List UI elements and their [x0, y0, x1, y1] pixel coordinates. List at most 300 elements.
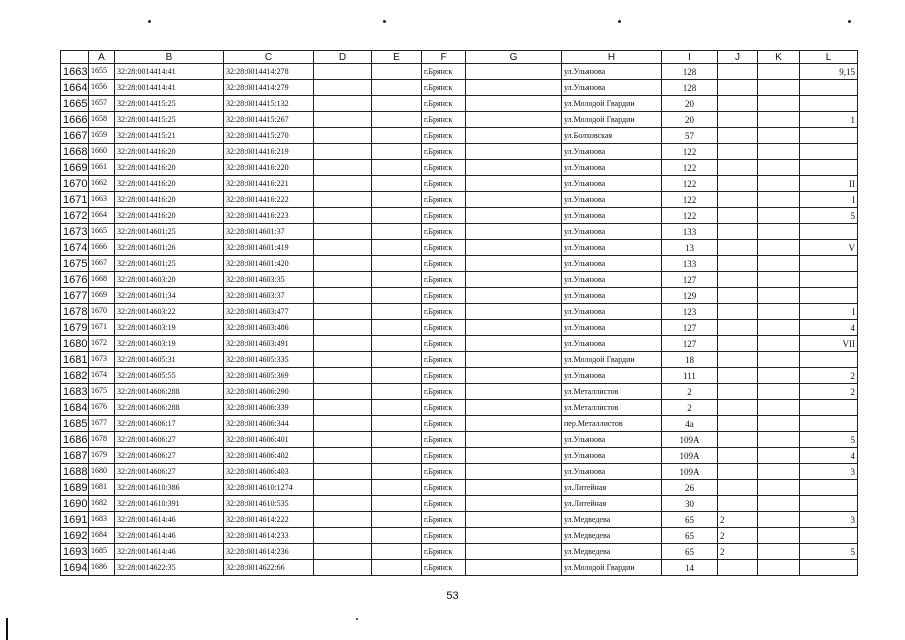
cell-g[interactable]	[466, 512, 562, 528]
cell-i-house[interactable]: 123	[662, 304, 718, 320]
cell-e[interactable]	[372, 480, 422, 496]
cell-h-street[interactable]: ул.Ульянова	[562, 64, 662, 80]
cell-d[interactable]	[314, 544, 372, 560]
cell-f-city[interactable]: г.Брянск	[422, 80, 466, 96]
cell-l-apartment[interactable]	[800, 144, 858, 160]
row-number-cell[interactable]: 1681	[61, 352, 89, 368]
cell-j[interactable]	[718, 64, 758, 80]
cell-j[interactable]	[718, 288, 758, 304]
cell-a[interactable]: 1675	[89, 384, 115, 400]
cell-d[interactable]	[314, 352, 372, 368]
cell-d[interactable]	[314, 384, 372, 400]
row-number-cell[interactable]: 1685	[61, 416, 89, 432]
cell-k[interactable]	[758, 272, 800, 288]
cell-f-city[interactable]: г.Брянск	[422, 512, 466, 528]
cell-j[interactable]	[718, 496, 758, 512]
cell-f-city[interactable]: г.Брянск	[422, 560, 466, 576]
cell-d[interactable]	[314, 272, 372, 288]
cell-g[interactable]	[466, 224, 562, 240]
cell-e[interactable]	[372, 416, 422, 432]
cell-e[interactable]	[372, 528, 422, 544]
cell-k[interactable]	[758, 560, 800, 576]
cell-j[interactable]	[718, 96, 758, 112]
cell-i-house[interactable]: 122	[662, 144, 718, 160]
cell-d[interactable]	[314, 160, 372, 176]
column-header-i[interactable]: I	[662, 51, 718, 64]
cell-l-apartment[interactable]: VII	[800, 336, 858, 352]
cell-c-cadastral-number[interactable]: 32:28:0014606:339	[224, 400, 314, 416]
cell-k[interactable]	[758, 112, 800, 128]
cell-h-street[interactable]: ул.Литейная	[562, 480, 662, 496]
cell-d[interactable]	[314, 192, 372, 208]
cell-e[interactable]	[372, 64, 422, 80]
row-number-cell[interactable]: 1672	[61, 208, 89, 224]
row-number-cell[interactable]: 1676	[61, 272, 89, 288]
row-number-cell[interactable]: 1687	[61, 448, 89, 464]
cell-i-house[interactable]: 122	[662, 192, 718, 208]
cell-h-street[interactable]: ул.Ульянова	[562, 304, 662, 320]
cell-i-house[interactable]: 4а	[662, 416, 718, 432]
cell-f-city[interactable]: г.Брянск	[422, 448, 466, 464]
cell-l-apartment[interactable]: 1	[800, 112, 858, 128]
cell-h-street[interactable]: ул.Ульянова	[562, 176, 662, 192]
cell-l-apartment[interactable]	[800, 80, 858, 96]
cell-c-cadastral-number[interactable]: 32:28:0014603:486	[224, 320, 314, 336]
cell-l-apartment[interactable]: I	[800, 192, 858, 208]
cell-j[interactable]	[718, 432, 758, 448]
cell-g[interactable]	[466, 96, 562, 112]
cell-f-city[interactable]: г.Брянск	[422, 96, 466, 112]
column-header-k[interactable]: K	[758, 51, 800, 64]
cell-g[interactable]	[466, 400, 562, 416]
cell-a[interactable]: 1657	[89, 96, 115, 112]
cell-j[interactable]	[718, 416, 758, 432]
cell-j[interactable]	[718, 256, 758, 272]
cell-l-apartment[interactable]: 2	[800, 368, 858, 384]
cell-k[interactable]	[758, 208, 800, 224]
cell-k[interactable]	[758, 160, 800, 176]
cell-g[interactable]	[466, 416, 562, 432]
cell-j[interactable]	[718, 352, 758, 368]
cell-d[interactable]	[314, 416, 372, 432]
cell-b-cadastral-number[interactable]: 32:28:0014610:386	[115, 480, 224, 496]
cell-f-city[interactable]: г.Брянск	[422, 64, 466, 80]
cell-a[interactable]: 1655	[89, 64, 115, 80]
cell-a[interactable]: 1686	[89, 560, 115, 576]
cell-e[interactable]	[372, 448, 422, 464]
row-number-cell[interactable]: 1678	[61, 304, 89, 320]
cell-k[interactable]	[758, 544, 800, 560]
cell-f-city[interactable]: г.Брянск	[422, 432, 466, 448]
cell-i-house[interactable]: 13	[662, 240, 718, 256]
cell-i-house[interactable]: 18	[662, 352, 718, 368]
cell-f-city[interactable]: г.Брянск	[422, 400, 466, 416]
cell-g[interactable]	[466, 208, 562, 224]
cell-k[interactable]	[758, 416, 800, 432]
cell-g[interactable]	[466, 528, 562, 544]
cell-i-house[interactable]: 133	[662, 256, 718, 272]
cell-i-house[interactable]: 129	[662, 288, 718, 304]
cell-c-cadastral-number[interactable]: 32:28:0014614:236	[224, 544, 314, 560]
cell-a[interactable]: 1677	[89, 416, 115, 432]
cell-j[interactable]	[718, 304, 758, 320]
cell-g[interactable]	[466, 240, 562, 256]
cell-d[interactable]	[314, 400, 372, 416]
cell-c-cadastral-number[interactable]: 32:28:0014605:335	[224, 352, 314, 368]
cell-a[interactable]: 1672	[89, 336, 115, 352]
cell-d[interactable]	[314, 448, 372, 464]
cell-l-apartment[interactable]: I	[800, 304, 858, 320]
cell-k[interactable]	[758, 240, 800, 256]
cell-d[interactable]	[314, 304, 372, 320]
cell-b-cadastral-number[interactable]: 32:28:0014614:46	[115, 512, 224, 528]
cell-f-city[interactable]: г.Брянск	[422, 160, 466, 176]
cell-i-house[interactable]: 133	[662, 224, 718, 240]
row-number-cell[interactable]: 1677	[61, 288, 89, 304]
cell-a[interactable]: 1685	[89, 544, 115, 560]
cell-b-cadastral-number[interactable]: 32:28:0014614:46	[115, 544, 224, 560]
row-number-cell[interactable]: 1665	[61, 96, 89, 112]
cell-h-street[interactable]: ул.Медведева	[562, 512, 662, 528]
cell-f-city[interactable]: г.Брянск	[422, 528, 466, 544]
row-number-cell[interactable]: 1669	[61, 160, 89, 176]
column-header-j[interactable]: J	[718, 51, 758, 64]
cell-i-house[interactable]: 122	[662, 176, 718, 192]
cell-e[interactable]	[372, 560, 422, 576]
cell-j[interactable]	[718, 560, 758, 576]
cell-f-city[interactable]: г.Брянск	[422, 192, 466, 208]
row-number-cell[interactable]: 1663	[61, 64, 89, 80]
cell-c-cadastral-number[interactable]: 32:28:0014606:401	[224, 432, 314, 448]
cell-j[interactable]: 2	[718, 544, 758, 560]
cell-a[interactable]: 1684	[89, 528, 115, 544]
cell-l-apartment[interactable]	[800, 256, 858, 272]
cell-h-street[interactable]: ул.Болховская	[562, 128, 662, 144]
cell-i-house[interactable]: 20	[662, 96, 718, 112]
cell-h-street[interactable]: ул.Ульянова	[562, 224, 662, 240]
cell-j[interactable]	[718, 368, 758, 384]
cell-l-apartment[interactable]	[800, 160, 858, 176]
cell-h-street[interactable]: ул.Ульянова	[562, 208, 662, 224]
cell-c-cadastral-number[interactable]: 32:28:0014614:222	[224, 512, 314, 528]
cell-k[interactable]	[758, 368, 800, 384]
cell-b-cadastral-number[interactable]: 32:28:0014601:25	[115, 224, 224, 240]
cell-c-cadastral-number[interactable]: 32:28:0014610:1274	[224, 480, 314, 496]
cell-b-cadastral-number[interactable]: 32:28:0014606:27	[115, 464, 224, 480]
cell-f-city[interactable]: г.Брянск	[422, 304, 466, 320]
cell-a[interactable]: 1660	[89, 144, 115, 160]
cell-j[interactable]	[718, 320, 758, 336]
cell-f-city[interactable]: г.Брянск	[422, 240, 466, 256]
column-header-l[interactable]: L	[800, 51, 858, 64]
cell-d[interactable]	[314, 256, 372, 272]
cell-g[interactable]	[466, 304, 562, 320]
cell-h-street[interactable]: ул.Металлистов	[562, 384, 662, 400]
cell-h-street[interactable]: ул.Ульянова	[562, 272, 662, 288]
cell-l-apartment[interactable]	[800, 416, 858, 432]
cell-e[interactable]	[372, 128, 422, 144]
cell-i-house[interactable]: 127	[662, 272, 718, 288]
cell-i-house[interactable]: 128	[662, 64, 718, 80]
cell-j[interactable]	[718, 272, 758, 288]
cell-f-city[interactable]: г.Брянск	[422, 368, 466, 384]
cell-g[interactable]	[466, 176, 562, 192]
cell-i-house[interactable]: 122	[662, 208, 718, 224]
cell-f-city[interactable]: г.Брянск	[422, 128, 466, 144]
cell-g[interactable]	[466, 336, 562, 352]
cell-d[interactable]	[314, 176, 372, 192]
cell-l-apartment[interactable]: 5	[800, 208, 858, 224]
cell-k[interactable]	[758, 448, 800, 464]
row-number-cell[interactable]: 1694	[61, 560, 89, 576]
cell-a[interactable]: 1661	[89, 160, 115, 176]
cell-g[interactable]	[466, 384, 562, 400]
cell-c-cadastral-number[interactable]: 32:28:0014606:290	[224, 384, 314, 400]
cell-c-cadastral-number[interactable]: 32:28:0014415:132	[224, 96, 314, 112]
cell-g[interactable]	[466, 256, 562, 272]
cell-k[interactable]	[758, 400, 800, 416]
cell-i-house[interactable]: 127	[662, 320, 718, 336]
cell-g[interactable]	[466, 80, 562, 96]
cell-d[interactable]	[314, 464, 372, 480]
cell-d[interactable]	[314, 480, 372, 496]
cell-b-cadastral-number[interactable]: 32:28:0014416:20	[115, 208, 224, 224]
cell-h-street[interactable]: ул.Медведева	[562, 544, 662, 560]
cell-e[interactable]	[372, 288, 422, 304]
cell-f-city[interactable]: г.Брянск	[422, 176, 466, 192]
cell-l-apartment[interactable]	[800, 400, 858, 416]
cell-j[interactable]	[718, 208, 758, 224]
cell-c-cadastral-number[interactable]: 32:28:0014414:278	[224, 64, 314, 80]
cell-k[interactable]	[758, 288, 800, 304]
cell-a[interactable]: 1683	[89, 512, 115, 528]
cell-h-street[interactable]: ул.Ульянова	[562, 80, 662, 96]
cell-i-house[interactable]: 109А	[662, 448, 718, 464]
cell-g[interactable]	[466, 160, 562, 176]
cell-f-city[interactable]: г.Брянск	[422, 224, 466, 240]
cell-b-cadastral-number[interactable]: 32:28:0014601:25	[115, 256, 224, 272]
cell-a[interactable]: 1674	[89, 368, 115, 384]
row-number-cell[interactable]: 1693	[61, 544, 89, 560]
cell-c-cadastral-number[interactable]: 32:28:0014415:267	[224, 112, 314, 128]
cell-i-house[interactable]: 111	[662, 368, 718, 384]
row-number-cell[interactable]: 1692	[61, 528, 89, 544]
cell-l-apartment[interactable]: 5	[800, 544, 858, 560]
cell-a[interactable]: 1668	[89, 272, 115, 288]
cell-l-apartment[interactable]	[800, 272, 858, 288]
cell-c-cadastral-number[interactable]: 32:28:0014603:35	[224, 272, 314, 288]
cell-c-cadastral-number[interactable]: 32:28:0014603:491	[224, 336, 314, 352]
cell-k[interactable]	[758, 352, 800, 368]
cell-g[interactable]	[466, 448, 562, 464]
cell-g[interactable]	[466, 272, 562, 288]
cell-b-cadastral-number[interactable]: 32:28:0014416:20	[115, 144, 224, 160]
cell-d[interactable]	[314, 432, 372, 448]
cell-g[interactable]	[466, 464, 562, 480]
cell-e[interactable]	[372, 320, 422, 336]
cell-l-apartment[interactable]: V	[800, 240, 858, 256]
cell-h-street[interactable]: ул.Ульянова	[562, 336, 662, 352]
cell-f-city[interactable]: г.Брянск	[422, 352, 466, 368]
cell-a[interactable]: 1669	[89, 288, 115, 304]
cell-j[interactable]	[718, 80, 758, 96]
cell-k[interactable]	[758, 320, 800, 336]
cell-e[interactable]	[372, 192, 422, 208]
cell-g[interactable]	[466, 192, 562, 208]
cell-e[interactable]	[372, 224, 422, 240]
cell-h-street[interactable]: ул.Ульянова	[562, 432, 662, 448]
cell-b-cadastral-number[interactable]: 32:28:0014414:41	[115, 64, 224, 80]
cell-b-cadastral-number[interactable]: 32:28:0014603:20	[115, 272, 224, 288]
cell-f-city[interactable]: г.Брянск	[422, 464, 466, 480]
cell-l-apartment[interactable]: 4	[800, 320, 858, 336]
cell-b-cadastral-number[interactable]: 32:28:0014606:27	[115, 432, 224, 448]
cell-h-street[interactable]: пер.Металлистов	[562, 416, 662, 432]
cell-k[interactable]	[758, 480, 800, 496]
row-number-cell[interactable]: 1683	[61, 384, 89, 400]
cell-k[interactable]	[758, 256, 800, 272]
cell-k[interactable]	[758, 96, 800, 112]
cell-c-cadastral-number[interactable]: 32:28:0014416:222	[224, 192, 314, 208]
cell-h-street[interactable]: ул.Молодой Гвардии	[562, 112, 662, 128]
cell-a[interactable]: 1667	[89, 256, 115, 272]
cell-f-city[interactable]: г.Брянск	[422, 544, 466, 560]
cell-k[interactable]	[758, 176, 800, 192]
cell-k[interactable]	[758, 224, 800, 240]
cell-d[interactable]	[314, 96, 372, 112]
cell-l-apartment[interactable]: 5	[800, 432, 858, 448]
cell-k[interactable]	[758, 144, 800, 160]
cell-b-cadastral-number[interactable]: 32:28:0014614:46	[115, 528, 224, 544]
cell-c-cadastral-number[interactable]: 32:28:0014414:279	[224, 80, 314, 96]
cell-j[interactable]	[718, 464, 758, 480]
cell-h-street[interactable]: ул.Ульянова	[562, 256, 662, 272]
cell-l-apartment[interactable]	[800, 560, 858, 576]
row-number-cell[interactable]: 1680	[61, 336, 89, 352]
cell-j[interactable]	[718, 400, 758, 416]
cell-f-city[interactable]: г.Брянск	[422, 480, 466, 496]
row-number-cell[interactable]: 1690	[61, 496, 89, 512]
cell-i-house[interactable]: 122	[662, 160, 718, 176]
cell-a[interactable]: 1670	[89, 304, 115, 320]
cell-d[interactable]	[314, 144, 372, 160]
cell-i-house[interactable]: 65	[662, 528, 718, 544]
cell-c-cadastral-number[interactable]: 32:28:0014416:223	[224, 208, 314, 224]
cell-e[interactable]	[372, 336, 422, 352]
cell-g[interactable]	[466, 480, 562, 496]
cell-b-cadastral-number[interactable]: 32:28:0014606:288	[115, 400, 224, 416]
cell-e[interactable]	[372, 240, 422, 256]
cell-l-apartment[interactable]: 9,15	[800, 64, 858, 80]
column-header-g[interactable]: G	[466, 51, 562, 64]
cell-a[interactable]: 1676	[89, 400, 115, 416]
row-number-cell[interactable]: 1667	[61, 128, 89, 144]
cell-i-house[interactable]: 65	[662, 512, 718, 528]
cell-g[interactable]	[466, 368, 562, 384]
cell-j[interactable]: 2	[718, 512, 758, 528]
cell-a[interactable]: 1673	[89, 352, 115, 368]
row-number-cell[interactable]: 1675	[61, 256, 89, 272]
cell-d[interactable]	[314, 336, 372, 352]
cell-k[interactable]	[758, 336, 800, 352]
cell-d[interactable]	[314, 224, 372, 240]
cell-b-cadastral-number[interactable]: 32:28:0014601:34	[115, 288, 224, 304]
row-number-cell[interactable]: 1691	[61, 512, 89, 528]
cell-l-apartment[interactable]	[800, 288, 858, 304]
cell-a[interactable]: 1658	[89, 112, 115, 128]
row-number-cell[interactable]: 1671	[61, 192, 89, 208]
column-header-e[interactable]: E	[372, 51, 422, 64]
cell-h-street[interactable]: ул.Литейная	[562, 496, 662, 512]
cell-l-apartment[interactable]	[800, 480, 858, 496]
cell-b-cadastral-number[interactable]: 32:28:0014601:26	[115, 240, 224, 256]
cell-l-apartment[interactable]: 3	[800, 512, 858, 528]
cell-c-cadastral-number[interactable]: 32:28:0014415:270	[224, 128, 314, 144]
row-number-cell[interactable]: 1686	[61, 432, 89, 448]
cell-b-cadastral-number[interactable]: 32:28:0014605:31	[115, 352, 224, 368]
cell-k[interactable]	[758, 64, 800, 80]
cell-f-city[interactable]: г.Брянск	[422, 144, 466, 160]
cell-i-house[interactable]: 14	[662, 560, 718, 576]
cell-c-cadastral-number[interactable]: 32:28:0014603:477	[224, 304, 314, 320]
cell-c-cadastral-number[interactable]: 32:28:0014601:37	[224, 224, 314, 240]
cell-h-street[interactable]: ул.Медведева	[562, 528, 662, 544]
cell-j[interactable]	[718, 112, 758, 128]
cell-k[interactable]	[758, 528, 800, 544]
cell-a[interactable]: 1671	[89, 320, 115, 336]
cell-b-cadastral-number[interactable]: 32:28:0014606:17	[115, 416, 224, 432]
cell-a[interactable]: 1679	[89, 448, 115, 464]
row-number-cell[interactable]: 1674	[61, 240, 89, 256]
cell-k[interactable]	[758, 128, 800, 144]
corner-cell[interactable]	[61, 51, 89, 64]
column-header-b[interactable]: B	[115, 51, 224, 64]
cell-c-cadastral-number[interactable]: 32:28:0014606:402	[224, 448, 314, 464]
cell-e[interactable]	[372, 80, 422, 96]
row-number-cell[interactable]: 1666	[61, 112, 89, 128]
cell-c-cadastral-number[interactable]: 32:28:0014606:344	[224, 416, 314, 432]
cell-b-cadastral-number[interactable]: 32:28:0014416:20	[115, 192, 224, 208]
cell-i-house[interactable]: 109А	[662, 432, 718, 448]
cell-e[interactable]	[372, 176, 422, 192]
cell-a[interactable]: 1680	[89, 464, 115, 480]
cell-c-cadastral-number[interactable]: 32:28:0014416:221	[224, 176, 314, 192]
cell-j[interactable]	[718, 448, 758, 464]
cell-k[interactable]	[758, 384, 800, 400]
cell-j[interactable]	[718, 336, 758, 352]
cell-b-cadastral-number[interactable]: 32:28:0014414:41	[115, 80, 224, 96]
cell-c-cadastral-number[interactable]: 32:28:0014614:233	[224, 528, 314, 544]
cell-b-cadastral-number[interactable]: 32:28:0014416:20	[115, 176, 224, 192]
cell-g[interactable]	[466, 144, 562, 160]
row-number-cell[interactable]: 1670	[61, 176, 89, 192]
cell-j[interactable]	[718, 240, 758, 256]
cell-d[interactable]	[314, 80, 372, 96]
row-number-cell[interactable]: 1668	[61, 144, 89, 160]
cell-e[interactable]	[372, 400, 422, 416]
cell-e[interactable]	[372, 256, 422, 272]
cell-l-apartment[interactable]	[800, 352, 858, 368]
cell-f-city[interactable]: г.Брянск	[422, 416, 466, 432]
cell-b-cadastral-number[interactable]: 32:28:0014603:22	[115, 304, 224, 320]
cell-f-city[interactable]: г.Брянск	[422, 320, 466, 336]
cell-k[interactable]	[758, 464, 800, 480]
cell-e[interactable]	[372, 496, 422, 512]
row-number-cell[interactable]: 1688	[61, 464, 89, 480]
cell-d[interactable]	[314, 528, 372, 544]
cell-d[interactable]	[314, 128, 372, 144]
column-header-c[interactable]: C	[224, 51, 314, 64]
